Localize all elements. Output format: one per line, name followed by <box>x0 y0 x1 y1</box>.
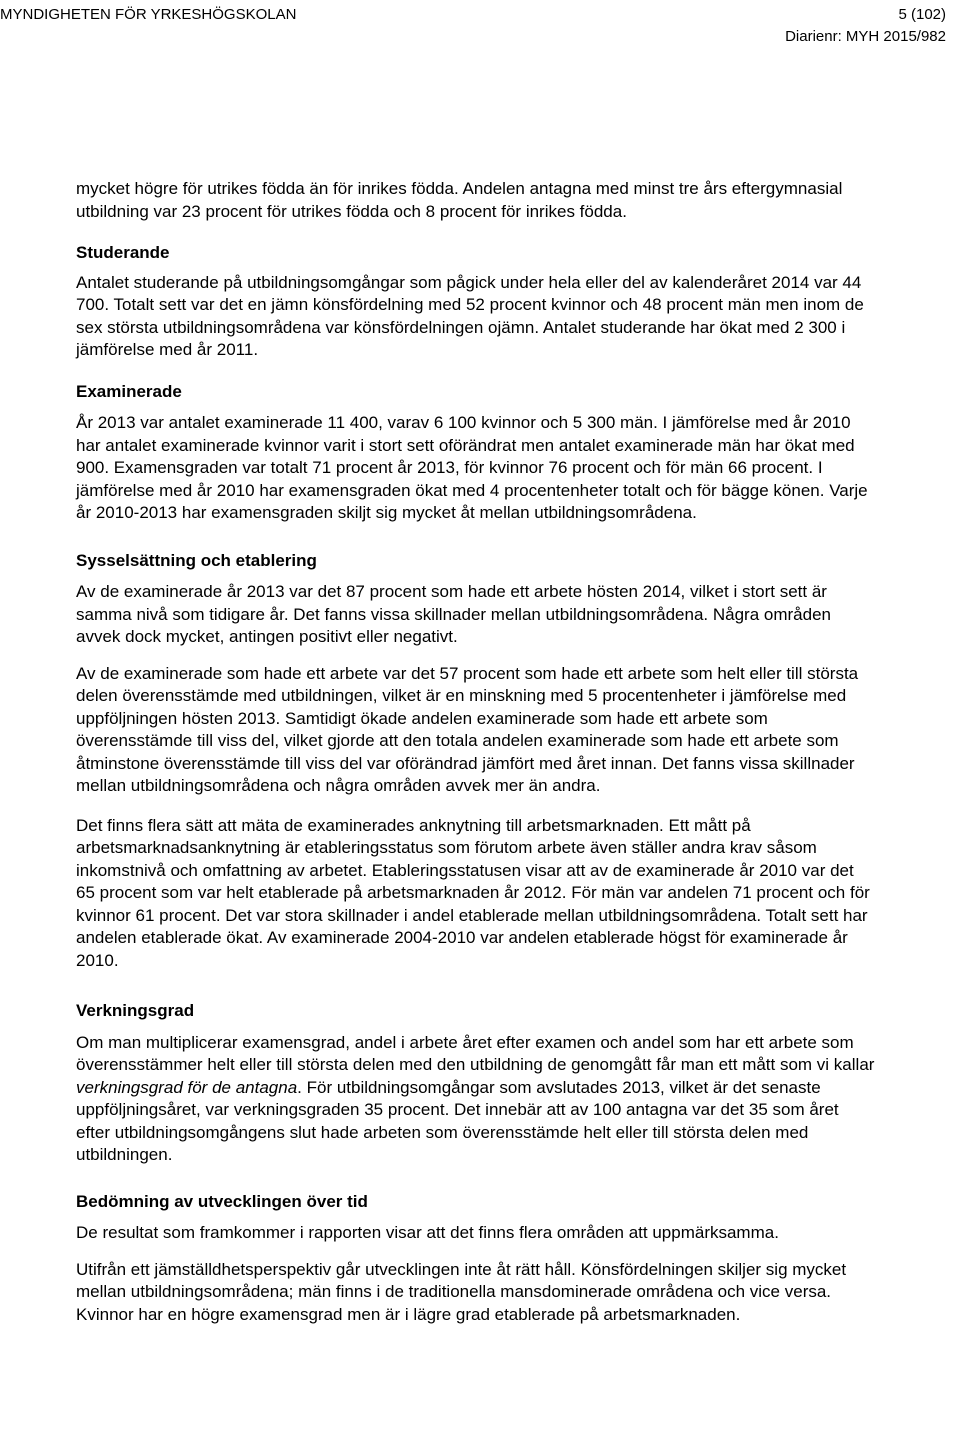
intro-paragraph: mycket högre för utrikes födda än för inrikes födda. Andelen antagna med minst tre års eftergymnasial utbildning var 23 procent för utrikes födda och 8 procent för inrikes födda. <box>76 179 843 221</box>
heading-verkningsgrad: Verkningsgrad <box>76 1001 195 1020</box>
heading-sysselsattning: Sysselsättning och etablering <box>76 550 317 570</box>
sysselsattning-paragraph-3: Det finns flera sätt att mäta de examinerades anknytning till arbetsmarknaden. Ett mått på arbetsmarknadsanknytning är etableringsstatus som förutom arbete även ställer andra krav såsom inkomstnivå och omfattning av arbetet. Etableringsstatusen visar att av de examinerade år 2010 var det 65 procent som var helt etablerade på arbetsmarknaden år 2012. För män var andelen 71 procent och för kvinnor 61 procent. Det var stora skillnader i andel etablerade mellan utbildningsområdena. Totalt sett har andelen etablerade ökat. Av examinerade 2004-2010 var andelen etablerade högst för examinerade år 2010. <box>76 815 870 970</box>
verkningsgrad-text-before: Om man multiplicerar examensgrad, andel i arbete året efter examen och andel som har ett arbete som överensstämmer helt eller till största delen med den utbildning de genomgått får man ett mått som vi kallar <box>76 1032 875 1074</box>
examinerade-paragraph: År 2013 var antalet examinerade 11 400, varav 6 100 kvinnor och 5 300 män. I jämförelse med år 2010 har antalet examinerade kvinnor varit i stort sett oförändrat men antalet examinerade män har ökat med 900. Examensgraden var totalt 71 procent år 2013, för kvinnor 76 procent och för män 66 procent. I jämförelse med år 2010 har examensgraden ökat med 4 procentenheter totalt och för bägge könen. Varje år 2010-2013 har examensgraden skiljt sig mycket åt mellan utbildningsområdena. <box>76 413 868 522</box>
page-number: 5 (102) <box>898 6 946 23</box>
running-header <box>0 4 946 48</box>
sysselsattning-paragraph-2: Av de examinerade som hade ett arbete var det 57 procent som hade ett arbete som helt eller till största delen överensstämde med utbildningen, vilket är en minskning med 5 procentenheter i jämförelse med uppföljningen hösten 2013. Samtidigt ökade andelen examinerade som hade ett arbete som överensstämde till viss del, vilket gjorde att den totala andelen examinerade som hade ett arbete som åtminstone överensstämde till viss del var oförändrad jämfört med året innan. Det fanns vissa skillnader mellan utbildningsområdena och några områden avvek mer än andra. <box>76 663 859 795</box>
diary-number: Diarienr: MYH 2015/982 <box>785 28 946 45</box>
heading-bedomning: Bedömning av utvecklingen över tid <box>76 1191 368 1211</box>
heading-studerande: Studerande <box>76 243 170 262</box>
verkningsgrad-text-after: . För utbildningsomgångar som avslutades 2013, vilket är det senaste uppföljningsåret, var verkningsgraden 35 procent. Det innebär att av 100 antagna var det 35 som året efter utbildningsomgångens slut hade arbeten som överensstämde helt eller till största delen med utbildningen. <box>76 1077 839 1164</box>
agency-name: MYNDIGHETEN FÖR YRKESHÖGSKOLAN <box>0 6 297 23</box>
bedomning-paragraph-1: De resultat som framkommer i rapporten visar att det finns flera områden att uppmärksamma. <box>76 1223 779 1242</box>
heading-examinerade: Examinerade <box>76 381 182 401</box>
document-body <box>76 178 876 1326</box>
verkningsgrad-term: verkningsgrad för de antagna <box>76 1077 298 1097</box>
verkningsgrad-paragraph <box>76 1032 876 1167</box>
bedomning-paragraph-2: Utifrån ett jämställdhetsperspektiv går utvecklingen inte åt rätt håll. Könsfördelningen skiljer sig mycket mellan utbildningsområdena; män finns i de traditionella mansdominerade områdena och vice versa. Kvinnor har en högre examensgrad men är i lägre grad etablerade på arbetsmarknaden. <box>76 1259 847 1324</box>
studerande-paragraph: Antalet studerande på utbildningsomgångar som pågick under hela eller del av kalenderåret 2014 var 44 700. Totalt sett var det en jämn könsfördelning med 52 procent kvinnor och 48 procent män men inom de sex största utbildningsområdena var könsfördelningen ojämn. Antalet studerande har ökat med 2 300 i jämförelse med år 2011. <box>76 272 864 359</box>
sysselsattning-paragraph-1: Av de examinerade år 2013 var det 87 procent som hade ett arbete hösten 2014, vilket i stort sett är samma nivå som tidigare år. Det fanns vissa skillnader mellan utbildningsområdena. Några områden avvek dock mycket, antingen positivt eller negativt. <box>76 582 831 646</box>
